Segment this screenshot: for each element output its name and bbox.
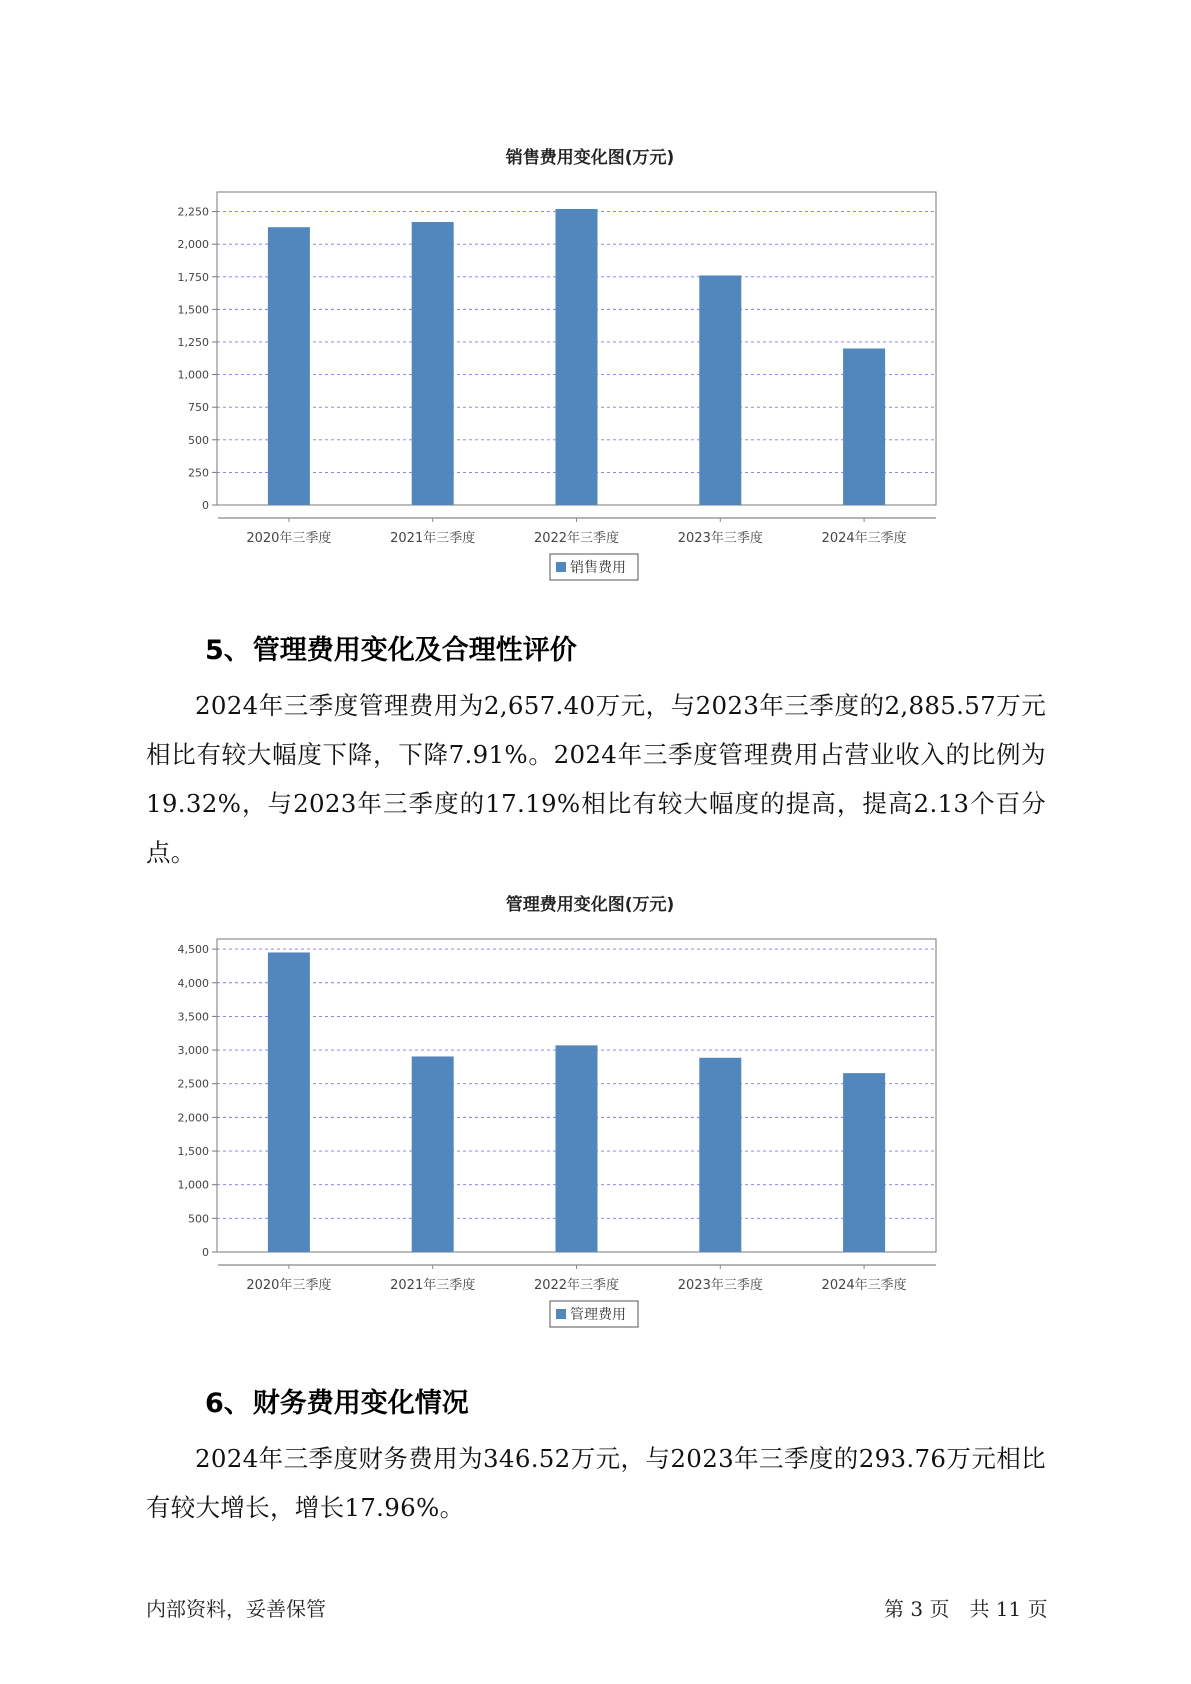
chart-1-y-tick-label: 750 xyxy=(188,401,209,415)
sales-expense-chart-svg xyxy=(150,140,1030,610)
chart-1-x-tick-label: 2021年三季度 xyxy=(390,531,476,546)
chart-1-y-tick-label: 1,750 xyxy=(177,270,209,284)
chart-1-title: 销售费用变化图(万元) xyxy=(505,148,675,168)
sales-expense-chart xyxy=(150,140,1030,610)
section-5-heading xyxy=(205,628,577,667)
section-5-paragraph: 2024年三季度管理费用为2,657.40万元，与2023年三季度的2,885.57万元相比有较大幅度下降，下降7.91%。2024年三季度管理费用占营业收入的比例为19.32%，与2023年三季度的17.19%相比有较大幅度的提高，提高2.13个百分点。 xyxy=(146,691,1046,867)
admin-expense-chart xyxy=(150,887,1030,1357)
chart-1-bar xyxy=(556,209,598,505)
section-5-number: 5、 xyxy=(205,635,251,666)
chart-2-y-tick-label: 3,500 xyxy=(177,1010,209,1024)
chart-1-x-tick-label: 2023年三季度 xyxy=(677,531,763,546)
chart-2-y-tick-label: 1,500 xyxy=(177,1145,209,1159)
chart-1-y-tick-label: 250 xyxy=(188,466,209,480)
chart-1-legend-swatch xyxy=(556,562,566,572)
chart-2-x-tick-label: 2020年三季度 xyxy=(246,1278,332,1293)
chart-2-x-tick-label: 2021年三季度 xyxy=(390,1278,476,1293)
chart-1-y-tick-label: 2,250 xyxy=(177,205,209,219)
chart-2-title: 管理费用变化图(万元) xyxy=(505,895,675,915)
chart-1-bar xyxy=(412,222,454,505)
chart-2-legend xyxy=(550,1301,638,1327)
section-6-title: 财务费用变化情况 xyxy=(252,1388,469,1419)
chart-1-y-tick-label: 500 xyxy=(188,433,209,447)
section-6-heading xyxy=(205,1381,469,1420)
chart-2-x-tick-label: 2022年三季度 xyxy=(533,1278,620,1293)
section-6-number: 6、 xyxy=(205,1388,251,1419)
chart-2-x-tick-label: 2024年三季度 xyxy=(821,1278,907,1293)
chart-2-y-tick-label: 3,000 xyxy=(177,1044,209,1058)
chart-2-bar xyxy=(268,952,310,1252)
chart-2-y-tick-label: 4,500 xyxy=(177,943,209,957)
chart-1-legend xyxy=(550,554,638,580)
chart-1-bar xyxy=(843,349,885,506)
section-6-paragraph: 2024年三季度财务费用为346.52万元，与2023年三季度的293.76万元相比有较大增长，增长17.96%。 xyxy=(146,1444,1046,1522)
footer-confidential-note: 内部资料，妥善保管 xyxy=(146,1597,326,1621)
chart-2-y-tick-label: 0 xyxy=(202,1246,209,1259)
chart-2-y-tick-label: 4,000 xyxy=(177,976,209,990)
chart-1-y-tick-label: 2,000 xyxy=(177,238,209,252)
chart-1-bar xyxy=(699,275,741,505)
chart-1-x-tick-label: 2020年三季度 xyxy=(246,531,332,546)
chart-2-bar xyxy=(843,1073,885,1252)
chart-1-y-tick-label: 1,250 xyxy=(177,335,209,349)
chart-1-x-tick-label: 2022年三季度 xyxy=(533,531,620,546)
chart-2-legend-swatch xyxy=(556,1309,566,1319)
chart-2-bar xyxy=(699,1058,741,1252)
admin-expense-chart-svg xyxy=(150,887,1030,1357)
chart-1-legend-label: 销售费用 xyxy=(570,560,626,576)
chart-2-y-tick-label: 2,000 xyxy=(177,1111,209,1125)
chart-2-bar xyxy=(412,1056,454,1252)
footer-page-number: 第 3 页 共 11 页 xyxy=(884,1597,1048,1621)
chart-1-y-tick-label: 1,500 xyxy=(177,303,209,317)
chart-1-y-tick-label: 1,000 xyxy=(177,368,209,382)
chart-2-legend-label: 管理费用 xyxy=(570,1307,626,1323)
chart-1-bar xyxy=(268,227,310,505)
chart-1-y-tick-label: 0 xyxy=(202,499,209,512)
chart-1-x-tick-label: 2024年三季度 xyxy=(821,531,907,546)
chart-2-y-tick-label: 2,500 xyxy=(177,1077,209,1091)
chart-2-bar xyxy=(556,1045,598,1252)
chart-2-y-tick-label: 500 xyxy=(188,1212,209,1226)
section-5-title: 管理费用变化及合理性评价 xyxy=(252,635,577,666)
chart-2-y-tick-label: 1,000 xyxy=(177,1178,209,1192)
chart-2-x-tick-label: 2023年三季度 xyxy=(677,1278,763,1293)
